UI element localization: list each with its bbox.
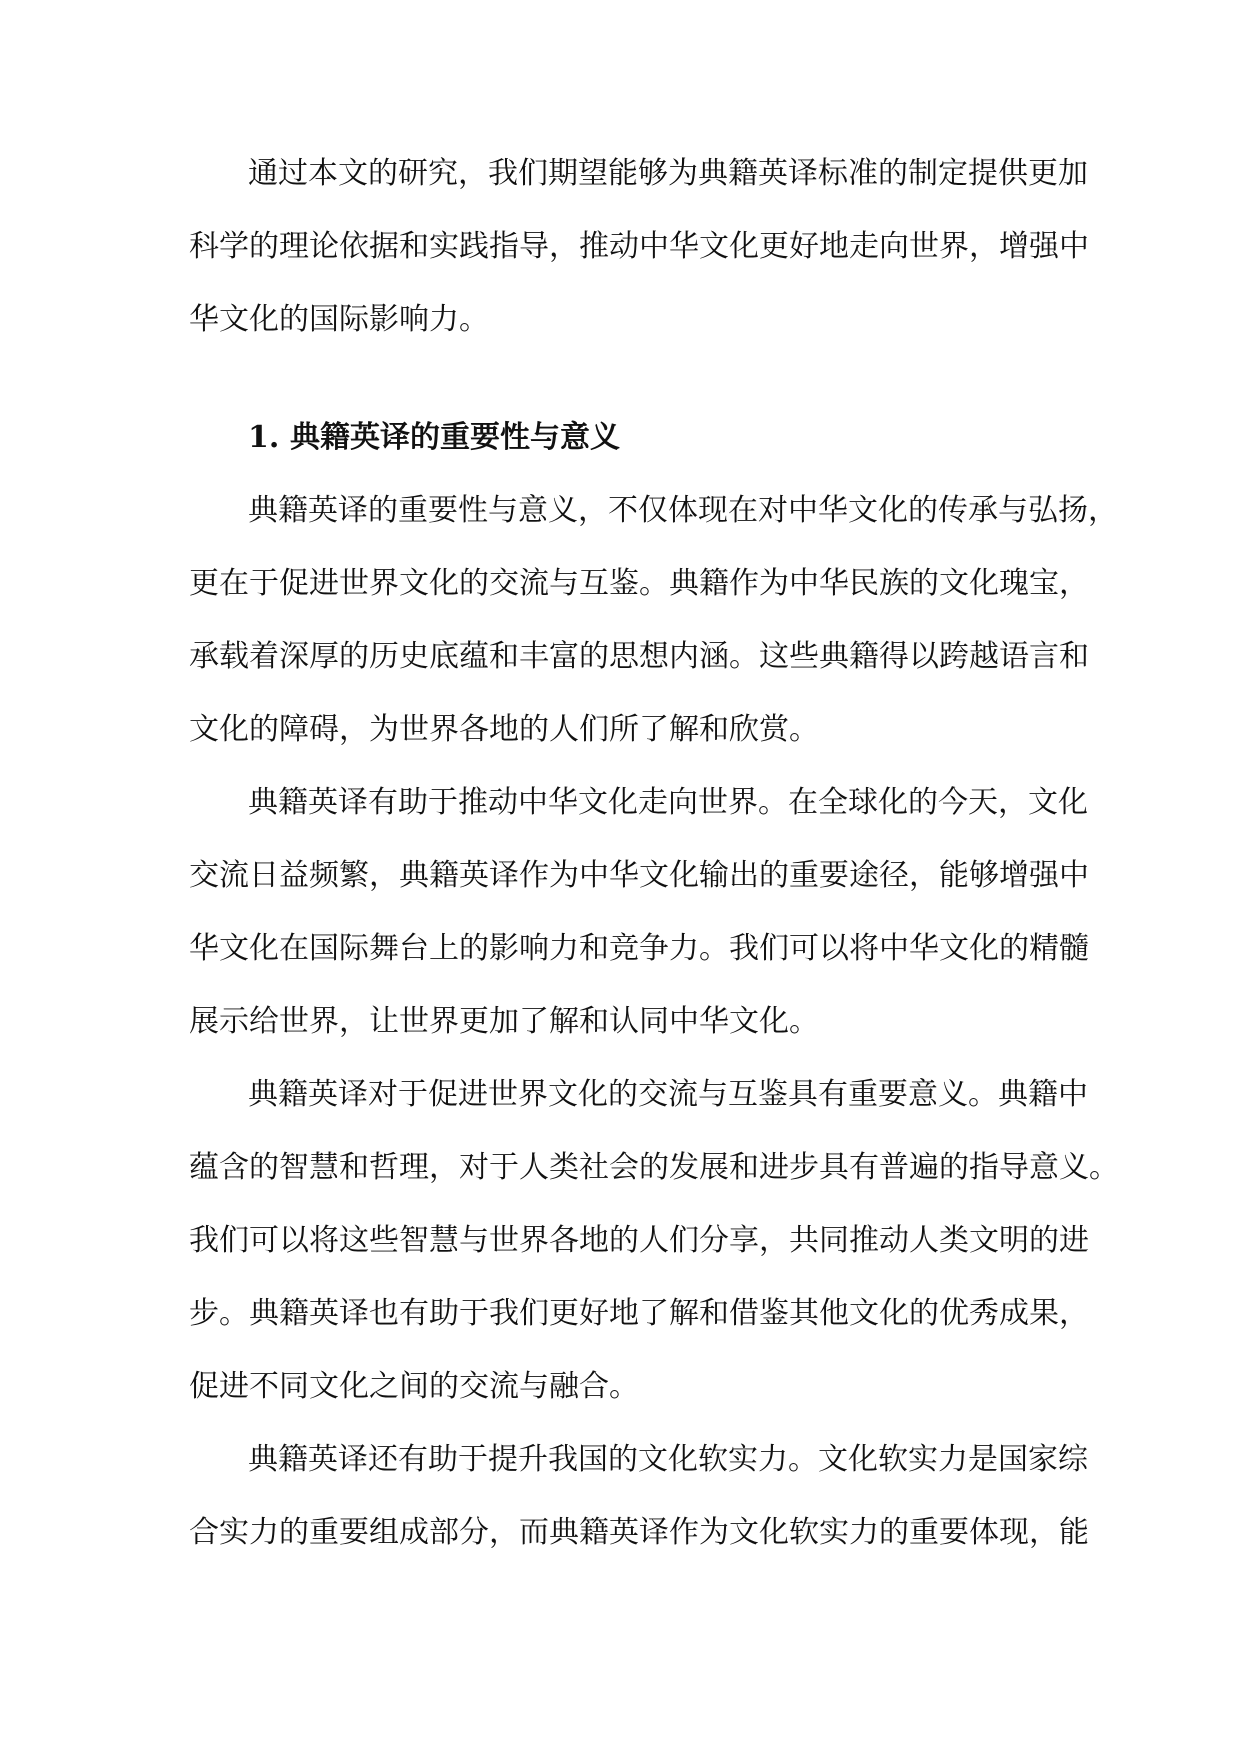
paragraph-line: 合实力的重要组成部分，而典籍英译作为文化软实力的重要体现，能 bbox=[189, 1515, 1089, 1550]
paragraph-line: 促进不同文化之间的交流与融合。 bbox=[189, 1369, 639, 1404]
paragraph-line: 科学的理论依据和实践指导，推动中华文化更好地走向世界，增强中 bbox=[189, 229, 1089, 264]
page-content bbox=[189, 142, 1119, 1574]
section-spacer bbox=[189, 361, 1057, 406]
paragraph-line: 更在于促进世界文化的交流与互鉴。典籍作为中华民族的文化瑰宝， bbox=[189, 566, 1089, 601]
paragraph-line: 典籍英译还有助于提升我国的文化软实力。文化软实力是国家综 bbox=[248, 1442, 1088, 1477]
paragraph-line: 典籍英译的重要性与意义，不仅体现在对中华文化的传承与弘扬， bbox=[248, 493, 1118, 528]
section-heading bbox=[189, 406, 1057, 479]
paragraph-line: 华文化的国际影响力。 bbox=[189, 302, 489, 337]
intro-paragraph bbox=[189, 142, 1089, 361]
paragraph-line: 通过本文的研究，我们期望能够为典籍英译标准的制定提供更加 bbox=[248, 156, 1088, 191]
paragraph-line: 华文化在国际舞台上的影响力和竞争力。我们可以将中华文化的精髓 bbox=[189, 931, 1089, 966]
paragraph-line: 典籍英译对于促进世界文化的交流与互鉴具有重要意义。典籍中 bbox=[248, 1077, 1088, 1112]
section-title: 典籍英译的重要性与意义 bbox=[290, 420, 620, 455]
paragraph-line: 蕴含的智慧和哲理，对于人类社会的发展和进步具有普遍的指导意义。 bbox=[189, 1150, 1119, 1185]
paragraph-line: 交流日益频繁，典籍英译作为中华文化输出的重要途径，能够增强中 bbox=[189, 858, 1089, 893]
paragraph-line: 步。典籍英译也有助于我们更好地了解和借鉴其他文化的优秀成果， bbox=[189, 1296, 1089, 1331]
section-number: 1. bbox=[248, 420, 280, 455]
paragraph-line: 文化的障碍，为世界各地的人们所了解和欣赏。 bbox=[189, 712, 819, 747]
paragraph-line: 承载着深厚的历史底蕴和丰富的思想内涵。这些典籍得以跨越语言和 bbox=[189, 639, 1089, 674]
paragraph-importance bbox=[189, 479, 1118, 771]
paragraph-line: 典籍英译有助于推动中华文化走向世界。在全球化的今天，文化 bbox=[248, 785, 1088, 820]
paragraph-exchange bbox=[189, 1063, 1119, 1428]
paragraph-line: 展示给世界，让世界更加了解和认同中华文化。 bbox=[189, 1004, 819, 1039]
paragraph-line: 我们可以将这些智慧与世界各地的人们分享，共同推动人类文明的进 bbox=[189, 1223, 1089, 1258]
paragraph-soft-power bbox=[189, 1428, 1089, 1574]
paragraph-going-global bbox=[189, 771, 1089, 1063]
